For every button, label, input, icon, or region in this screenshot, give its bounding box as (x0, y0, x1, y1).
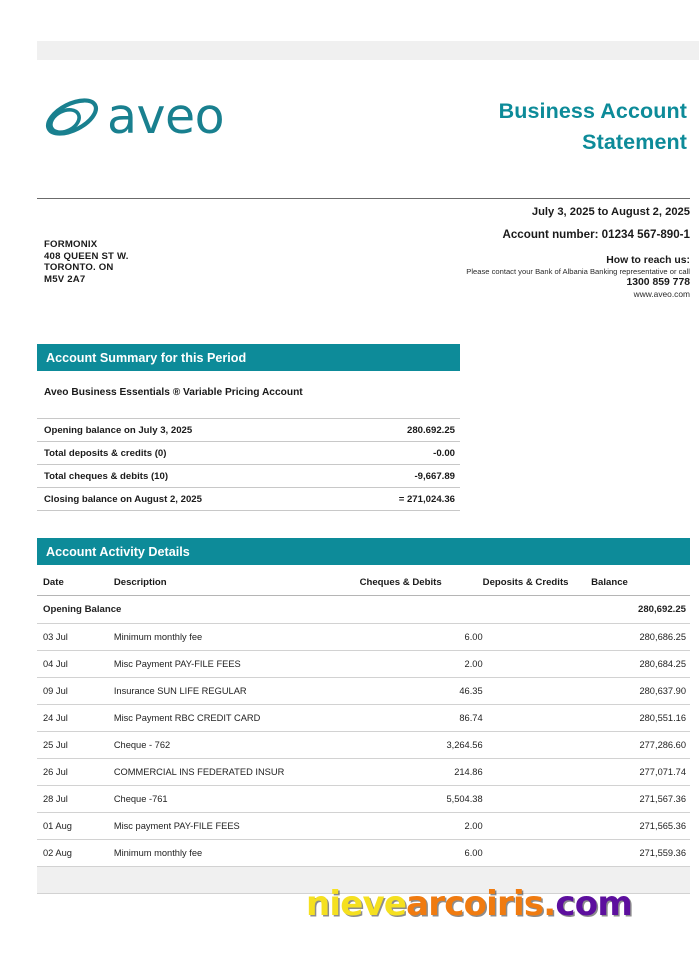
row-description: COMMERCIAL INS FEDERATED INSUR (114, 759, 360, 786)
summary-label: Closing balance on August 2, 2025 (37, 488, 345, 511)
statement-period: July 3, 2025 to August 2, 2025 (531, 206, 690, 218)
column-header-debits: Cheques & Debits (360, 570, 483, 596)
row-debit: 6.00 (360, 624, 483, 651)
table-row (37, 759, 690, 786)
table-row (37, 651, 690, 678)
summary-row (37, 442, 460, 465)
row-balance: 280,551.16 (591, 705, 690, 732)
opening-balance-label: Opening Balance (37, 596, 360, 624)
row-credit (483, 840, 591, 867)
account-number: Account number: 01234 567-890-1 (502, 228, 690, 241)
brand-logo (44, 88, 225, 145)
row-debit: 214.86 (360, 759, 483, 786)
account-summary-header (37, 344, 460, 371)
brand-name: aveo (107, 88, 225, 145)
summary-value: = 271,024.36 (345, 488, 460, 511)
row-balance: 277,071.74 (591, 759, 690, 786)
row-description: Cheque - 762 (114, 732, 360, 759)
column-header-date: Date (37, 570, 114, 596)
watermark-part2: arcoiris. (406, 884, 556, 924)
statement-meta (220, 206, 690, 299)
opening-balance-credit (483, 596, 591, 624)
summary-label: Opening balance on July 3, 2025 (37, 419, 345, 442)
row-credit (483, 705, 591, 732)
row-credit (483, 759, 591, 786)
row-description: Misc Payment RBC CREDIT CARD (114, 705, 360, 732)
account-activity-title: Account Activity Details (46, 544, 190, 559)
row-debit: 2.00 (360, 813, 483, 840)
row-credit (483, 678, 591, 705)
page-title-line1: Business Account (498, 99, 687, 123)
table-row (37, 786, 690, 813)
summary-label: Total deposits & credits (0) (37, 442, 345, 465)
row-date: 28 Jul (37, 786, 114, 813)
row-description: Minimum monthly fee (114, 624, 360, 651)
summary-value: -9,667.89 (345, 465, 460, 488)
opening-balance-amount: 280,692.25 (591, 596, 690, 624)
aveo-rings-icon (44, 95, 106, 139)
column-header-balance: Balance (591, 570, 690, 596)
summary-row (37, 488, 460, 511)
row-debit: 6.00 (360, 840, 483, 867)
row-description: Minimum monthly fee (114, 840, 360, 867)
contact-website: www.aveo.com (633, 289, 690, 299)
row-credit (483, 651, 591, 678)
summary-row (37, 465, 460, 488)
table-row (37, 624, 690, 651)
page-title-line2: Statement (582, 130, 687, 154)
page-title (267, 96, 687, 158)
row-debit: 3,264.56 (360, 732, 483, 759)
row-debit: 5,504.38 (360, 786, 483, 813)
column-header-description: Description (114, 570, 360, 596)
summary-value: 280.692.25 (345, 419, 460, 442)
row-credit (483, 732, 591, 759)
contact-phone: 1300 859 778 (626, 277, 690, 288)
customer-address (44, 239, 129, 285)
account-summary-table (37, 418, 460, 511)
row-date: 01 Aug (37, 813, 114, 840)
row-credit (483, 624, 591, 651)
table-row (37, 678, 690, 705)
activity-rows (37, 596, 690, 894)
row-credit (483, 813, 591, 840)
opening-balance-row (37, 596, 690, 624)
table-header-row (37, 570, 690, 596)
row-date: 24 Jul (37, 705, 114, 732)
summary-row (37, 419, 460, 442)
row-balance: 280,637.90 (591, 678, 690, 705)
row-balance: 280,686.25 (591, 624, 690, 651)
row-date: 02 Aug (37, 840, 114, 867)
table-row (37, 705, 690, 732)
watermark-part3: com (555, 884, 632, 924)
contact-line: Please contact your Bank of Albania Banking representative or call (466, 267, 690, 276)
opening-balance-debit (360, 596, 483, 624)
summary-label: Total cheques & debits (10) (37, 465, 345, 488)
row-date: 04 Jul (37, 651, 114, 678)
watermark-part1: nieve (306, 884, 407, 924)
account-summary-title: Account Summary for this Period (46, 350, 247, 365)
table-row (37, 813, 690, 840)
row-balance: 280,684.25 (591, 651, 690, 678)
header-divider (37, 198, 690, 199)
row-date: 25 Jul (37, 732, 114, 759)
account-activity-table (37, 570, 690, 894)
statement-header (0, 78, 699, 193)
row-debit: 46.35 (360, 678, 483, 705)
table-row (37, 840, 690, 867)
row-credit (483, 786, 591, 813)
row-date: 03 Jul (37, 624, 114, 651)
row-balance: 271,559.36 (591, 840, 690, 867)
account-activity-header (37, 538, 690, 565)
row-date: 09 Jul (37, 678, 114, 705)
row-balance: 271,567.36 (591, 786, 690, 813)
row-debit: 86.74 (360, 705, 483, 732)
reach-us-label: How to reach us: (606, 255, 690, 266)
row-debit: 2.00 (360, 651, 483, 678)
row-balance: 277,286.60 (591, 732, 690, 759)
top-gray-band (37, 41, 699, 60)
customer-name: FORMONIX (44, 239, 98, 250)
table-row (37, 732, 690, 759)
customer-postal: M5V 2A7 (44, 273, 86, 285)
customer-city: TORONTO. ON (44, 262, 114, 274)
row-date: 26 Jul (37, 759, 114, 786)
row-balance: 271,565.36 (591, 813, 690, 840)
customer-street: 408 QUEEN ST W. (44, 250, 129, 262)
row-description: Insurance SUN LIFE REGULAR (114, 678, 360, 705)
summary-value: -0.00 (345, 442, 460, 465)
column-header-credits: Deposits & Credits (483, 570, 591, 596)
row-description: Cheque -761 (114, 786, 360, 813)
account-plan-name: Aveo Business Essentials ® Variable Pricing Account (44, 387, 303, 398)
site-watermark (306, 884, 632, 924)
row-description: Misc Payment PAY-FILE FEES (114, 651, 360, 678)
row-description: Misc payment PAY-FILE FEES (114, 813, 360, 840)
